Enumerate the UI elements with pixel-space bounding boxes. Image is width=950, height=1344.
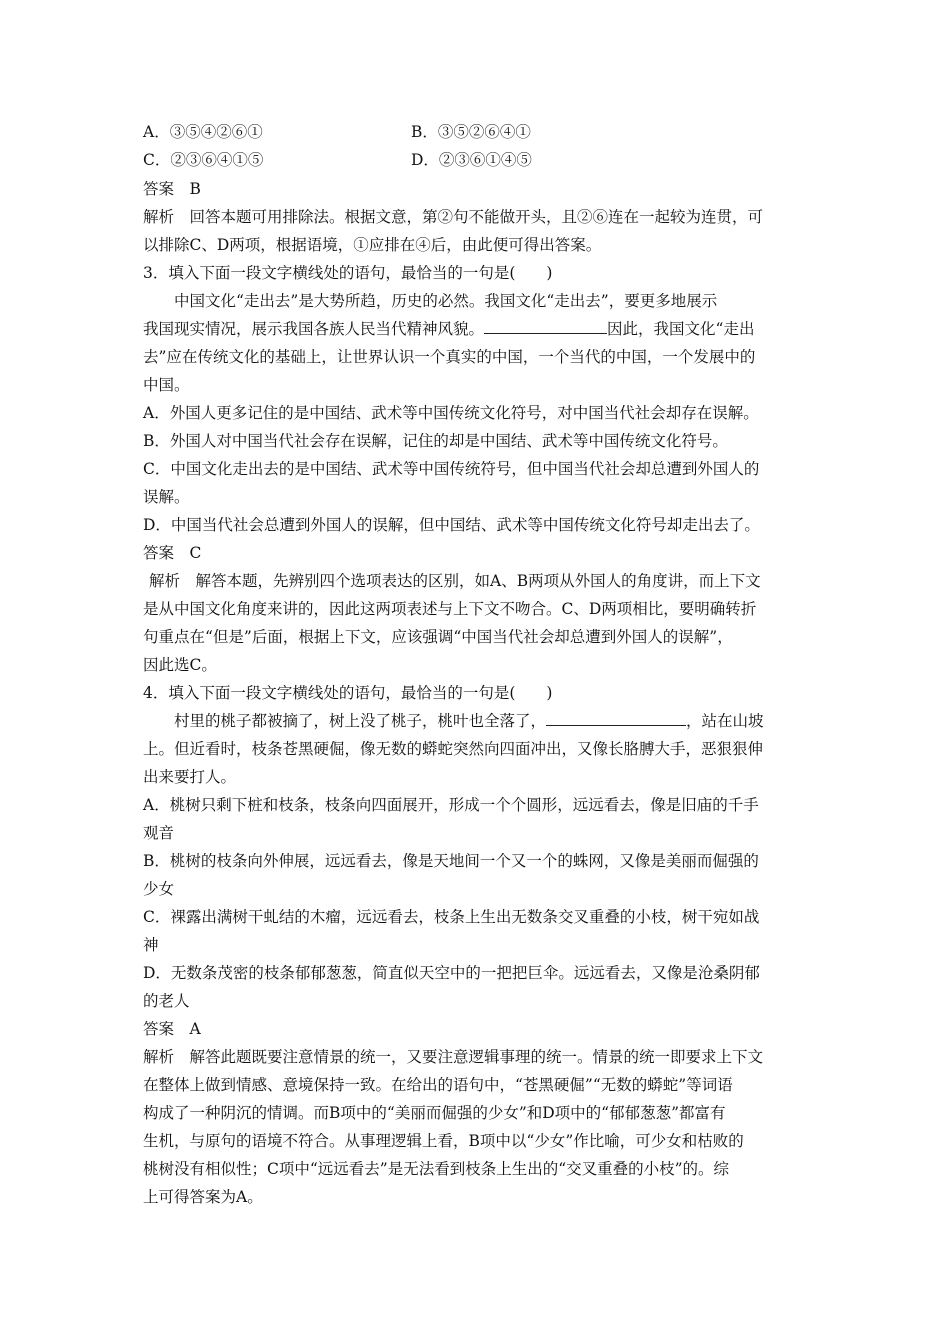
q4-analysis-line: 解析 解答此题既要注意情景的统一，又要注意逻辑事理的统一。情景的统一即要求上下文 xyxy=(143,1048,764,1066)
q3-option-c: C．中国文化走出去的是中国结、武术等中国传统符号，但中国当代社会却总遭到外国人的 xyxy=(143,460,760,478)
q4-option-b-cont: 少女 xyxy=(143,880,175,898)
q4-analysis-line: 上可得答案为A。 xyxy=(143,1188,263,1206)
q3-passage-line: 中国文化“走出去”是大势所趋，历史的必然。我国文化“走出去”，要更多地展示 xyxy=(174,292,718,310)
q4-option-c: C．裸露出满树干虬结的木瘤，远远看去，枝条上生出无数条交叉重叠的小枝，树干宛如战 xyxy=(143,908,760,926)
q3-analysis-line: 是从中国文化角度来讲的，因此这两项表述与上下文不吻合。C、D两项相比，要明确转折 xyxy=(143,600,757,618)
q4-option-d: D．无数条茂密的枝条郁郁葱葱，简直似天空中的一把把巨伞。远远看去，又像是沧桑阴郁 xyxy=(143,964,760,982)
q2-options-row-1 xyxy=(143,119,823,147)
q3-option-d: D．中国当代社会总遭到外国人的误解，但中国结、武术等中国传统文化符号却走出去了。 xyxy=(143,516,760,534)
q2-option-a: A．③⑤④②⑥① xyxy=(143,123,263,141)
q3-passage-text: 我国现实情况，展示我国各族人民当代精神风貌。 xyxy=(143,320,485,338)
q2-analysis-line: 解析 回答本题可用排除法。根据文意，第②句不能做开头，且②⑥连在一起较为连贯，可 xyxy=(143,208,764,226)
q2-option-c: C．②③⑥④①⑤ xyxy=(143,151,264,169)
q3-passage-line: 中国。 xyxy=(143,376,190,394)
q3-analysis-line: 解析 解答本题，先辨别四个选项表达的区别，如A、B两项从外国人的角度讲，而上下文 xyxy=(149,572,761,590)
q4-option-a-cont: 观音 xyxy=(143,824,175,842)
q3-answer: 答案 C xyxy=(143,544,202,562)
q4-option-b: B．桃树的枝条向外伸展，远远看去，像是天地间一个又一个的蛛网，又像是美丽而倔强的 xyxy=(143,852,759,870)
q2-options-row-2 xyxy=(143,147,823,175)
fill-in-blank xyxy=(546,709,686,726)
q3-passage-line xyxy=(143,315,823,343)
q3-option-c-cont: 误解。 xyxy=(143,488,190,506)
q4-stem: 4．填入下面一段文字横线处的语句，最恰当的一句是( ) xyxy=(143,684,553,702)
q4-answer: 答案 A xyxy=(143,1020,201,1038)
q4-analysis-line: 生机，与原句的语境不符合。从事理逻辑上看，B项中以“少女”作比喻，可少女和枯败的 xyxy=(143,1132,744,1150)
q3-passage-line: 去”应在传统文化的基础上，让世界认识一个真实的中国，一个当代的中国，一个发展中的 xyxy=(143,348,756,366)
q4-analysis-line: 在整体上做到情感、意境保持一致。在给出的语句中，“苍黑硬倔”“无数的蟒蛇”等词语 xyxy=(143,1076,733,1094)
q2-option-d: D．②③⑥①④⑤ xyxy=(411,151,532,169)
q3-analysis-line: 因此选C。 xyxy=(143,656,217,674)
q4-analysis-line: 桃树没有相似性；C项中“远远看去”是无法看到枝条上生出的“交叉重叠的小枝”的。综 xyxy=(143,1160,730,1178)
q4-option-a: A．桃树只剩下桩和枝条，枝条向四面展开，形成一个个圆形，远远看去，像是旧庙的千手 xyxy=(143,796,759,814)
q4-option-d-cont: 的老人 xyxy=(143,992,190,1010)
q3-analysis-line: 句重点在“但是”后面，根据上下文，应该强调“中国当代社会却总遭到外国人的误解”， xyxy=(143,628,733,646)
q4-passage-text: 村里的桃子都被摘了，树上没了桃子，桃叶也全落了， xyxy=(174,712,547,730)
q3-passage-text: 因此，我国文化“走出 xyxy=(607,320,755,338)
q4-analysis-line: 构成了一种阴沉的情调。而B项中的“美丽而倔强的少女”和D项中的“郁郁葱葱”都富有 xyxy=(143,1104,726,1122)
q4-passage-text: ，站在山坡 xyxy=(686,712,764,730)
q3-option-a: A．外国人更多记住的是中国结、武术等中国传统文化符号，对中国当代社会却存在误解。 xyxy=(143,404,759,422)
q4-passage-line xyxy=(143,707,823,735)
q4-option-c-cont: 神 xyxy=(143,936,159,954)
q4-passage-line: 出来要打人。 xyxy=(143,768,237,786)
q4-passage-line: 上。但近看时，枝条苍黑硬倔，像无数的蟒蛇突然向四面冲出，又像长胳膊大手，恶狠狠伸 xyxy=(143,740,764,758)
q3-stem: 3．填入下面一段文字横线处的语句，最恰当的一句是( ) xyxy=(143,264,553,282)
q3-option-b: B．外国人对中国当代社会存在误解，记住的却是中国结、武术等中国传统文化符号。 xyxy=(143,432,728,450)
q2-answer: 答案 B xyxy=(143,180,201,198)
page-content xyxy=(143,119,823,1211)
q2-analysis-line: 以排除C、D两项，根据语境，①应排在④后，由此便可得出答案。 xyxy=(143,236,602,254)
q2-option-b: B．③⑤②⑥④① xyxy=(411,123,531,141)
fill-in-blank xyxy=(484,317,607,334)
